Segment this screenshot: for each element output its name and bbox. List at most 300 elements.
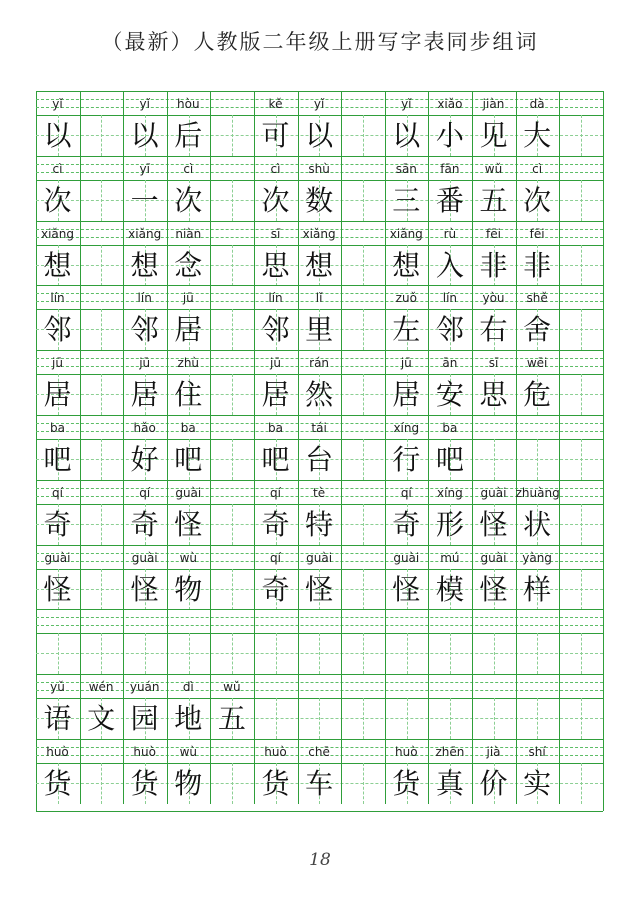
- hanzi-character: 文: [87, 702, 116, 736]
- pinyin-text: tái: [311, 421, 327, 435]
- pinyin-text: [123, 611, 166, 633]
- hanzi-character: [559, 634, 602, 674]
- hanzi-character: 物: [174, 572, 203, 606]
- hanzi-character: 货: [43, 767, 72, 800]
- hanzi-character: [341, 699, 384, 739]
- hanzi-character: 以: [43, 119, 72, 152]
- hanzi-character: [385, 634, 428, 674]
- pinyin-text: lín: [137, 291, 152, 306]
- hanzi-character: [428, 634, 471, 674]
- hanzi-character: 吧: [261, 443, 290, 476]
- pinyin-text: qí: [270, 485, 281, 500]
- pinyin-text: sī: [488, 356, 499, 371]
- hanzi-character: [516, 634, 559, 674]
- hanzi-character: 以: [392, 119, 421, 152]
- hanzi-character: [80, 310, 123, 350]
- pinyin-text: [80, 482, 123, 504]
- hanzi-character: 怪: [479, 572, 508, 606]
- hanzi-character: [559, 181, 602, 221]
- hanzi-character: 次: [523, 183, 552, 217]
- hanzi-character: 价: [479, 767, 508, 800]
- pinyin-text: [210, 417, 253, 439]
- pinyin-text: wén: [88, 680, 114, 695]
- pinyin-text: [80, 547, 123, 569]
- hanzi-character: 特: [305, 507, 334, 541]
- hanzi-character: [341, 310, 384, 350]
- pinyin-text: [341, 741, 384, 763]
- pinyin-text: [341, 158, 384, 180]
- hanzi-character: [210, 246, 253, 286]
- hanzi-character: [559, 764, 602, 804]
- hanzi-character: 物: [174, 767, 203, 800]
- pinyin-text: jū: [139, 356, 151, 371]
- pinyin-text: [341, 352, 384, 374]
- pinyin-text: wǔ: [223, 680, 241, 695]
- pinyin-text: yī: [139, 161, 150, 176]
- hanzi-character: 车: [305, 767, 334, 800]
- pinyin-text: dà: [529, 97, 545, 111]
- hanzi-character: 怪: [130, 572, 159, 606]
- pinyin-text: [559, 611, 602, 633]
- pinyin-text: lín: [442, 291, 458, 306]
- pinyin-text: [341, 611, 384, 633]
- hanzi-character: 居: [174, 313, 203, 347]
- hanzi-character: 邻: [43, 313, 72, 347]
- hanzi-character: 数: [305, 183, 334, 217]
- pinyin-text: [80, 741, 123, 763]
- hanzi-character: [341, 246, 384, 286]
- pinyin-text: guài: [480, 485, 507, 500]
- hanzi-character: [210, 505, 253, 545]
- hanzi-character: [341, 505, 384, 545]
- pinyin-text: fān: [440, 161, 460, 176]
- pinyin-text: [210, 611, 253, 633]
- hanzi-character: 模: [435, 572, 464, 606]
- hanzi-character: [559, 440, 602, 480]
- pinyin-text: cì: [270, 161, 281, 176]
- hanzi-character: 非: [523, 248, 552, 282]
- pinyin-text: guài: [131, 550, 158, 565]
- hanzi-character: [341, 570, 384, 610]
- pinyin-text: lín: [50, 291, 65, 306]
- pinyin-text: sī: [270, 226, 281, 241]
- hanzi-character: [341, 181, 384, 221]
- pinyin-text: xiǎng: [128, 226, 162, 241]
- pinyin-text: [341, 547, 384, 569]
- pinyin-text: tè: [313, 485, 326, 500]
- pinyin-text: yuán: [129, 680, 160, 695]
- pinyin-text: [80, 417, 123, 439]
- pinyin-text: xiǎng: [40, 226, 74, 241]
- pinyin-text: [472, 676, 515, 698]
- hanzi-character: 左: [392, 313, 421, 347]
- pinyin-text: [341, 482, 384, 504]
- pinyin-text: shù: [308, 161, 330, 176]
- pinyin-text: qí: [139, 485, 151, 500]
- hanzi-character: 货: [392, 767, 421, 800]
- hanzi-character: [80, 505, 123, 545]
- page-title: （最新）人教版二年级上册写字表同步组词: [101, 30, 539, 54]
- hanzi-character: 见: [479, 119, 508, 152]
- hanzi-character: [298, 634, 341, 674]
- pinyin-text: [254, 676, 297, 698]
- pinyin-text: zhuàng: [515, 485, 560, 500]
- hanzi-character: [559, 310, 602, 350]
- hanzi-character: [36, 634, 79, 674]
- pinyin-text: fēi: [486, 226, 501, 241]
- hanzi-character: 危: [523, 378, 552, 412]
- pinyin-text: xíng: [437, 485, 463, 500]
- pinyin-text: jū: [270, 356, 281, 371]
- pinyin-text: huò: [264, 745, 287, 759]
- hanzi-character: [210, 440, 253, 480]
- pinyin-text: huò: [395, 745, 418, 759]
- hanzi-character: 小: [435, 119, 464, 152]
- hanzi-character: 想: [305, 248, 334, 282]
- hanzi-character: 想: [130, 248, 159, 282]
- pinyin-text: [516, 676, 559, 698]
- grid-row: [36, 91, 603, 157]
- hanzi-character: [559, 570, 602, 610]
- hanzi-character: [559, 246, 602, 286]
- pinyin-text: xiǎo: [437, 97, 463, 111]
- hanzi-character: 邻: [261, 313, 290, 347]
- pinyin-text: wēi: [526, 356, 548, 371]
- hanzi-character: 园: [130, 702, 159, 736]
- hanzi-character: 次: [261, 183, 290, 217]
- pinyin-text: [559, 417, 602, 439]
- hanzi-character: 怪: [392, 572, 421, 606]
- pinyin-text: [385, 676, 428, 698]
- grid-row: [36, 221, 603, 287]
- grid-row: [36, 609, 603, 675]
- pinyin-text: shí: [528, 745, 546, 759]
- hanzi-character: [210, 375, 253, 415]
- pinyin-text: qí: [400, 485, 412, 500]
- pinyin-text: [559, 547, 602, 569]
- pinyin-text: yàng: [522, 550, 552, 565]
- hanzi-character: [210, 116, 253, 156]
- hanzi-character: 吧: [435, 443, 464, 476]
- grid-right-border: [603, 91, 604, 811]
- hanzi-character: 想: [43, 248, 72, 282]
- pinyin-text: yǔ: [50, 680, 65, 695]
- hanzi-character: 居: [261, 378, 290, 412]
- hanzi-character: 思: [479, 378, 508, 412]
- hanzi-character: [559, 505, 602, 545]
- hanzi-character: 然: [305, 378, 334, 412]
- hanzi-character: [80, 634, 123, 674]
- pinyin-text: [254, 611, 297, 633]
- pinyin-text: [210, 547, 253, 569]
- hanzi-character: [210, 634, 253, 674]
- pinyin-text: jū: [52, 356, 63, 371]
- pinyin-text: ba: [50, 421, 65, 435]
- pinyin-text: jū: [400, 356, 412, 371]
- hanzi-character: [210, 310, 253, 350]
- pinyin-text: [428, 611, 471, 633]
- pinyin-text: [298, 676, 341, 698]
- hanzi-character: [210, 181, 253, 221]
- hanzi-character: [385, 699, 428, 739]
- hanzi-character: 以: [305, 119, 334, 152]
- hanzi-character: [254, 634, 297, 674]
- hanzi-character: [210, 570, 253, 610]
- pinyin-text: qí: [270, 550, 281, 565]
- grid-row: [36, 285, 603, 351]
- pinyin-text: xiǎng: [302, 226, 336, 241]
- pinyin-text: dì: [182, 680, 194, 695]
- hanzi-character: [516, 699, 559, 739]
- pinyin-text: [210, 352, 253, 374]
- pinyin-text: [341, 287, 384, 309]
- grid-row: [36, 156, 603, 222]
- hanzi-character: 台: [305, 443, 334, 476]
- hanzi-character: 奇: [261, 507, 290, 541]
- hanzi-character: 入: [435, 248, 464, 282]
- pinyin-text: chē: [308, 745, 330, 759]
- pinyin-text: [80, 158, 123, 180]
- pinyin-text: yǐ: [313, 97, 325, 111]
- pinyin-text: niàn: [175, 226, 202, 241]
- hanzi-character: 非: [479, 248, 508, 282]
- hanzi-character: 行: [392, 443, 421, 476]
- pinyin-text: ba: [268, 421, 283, 435]
- hanzi-character: [341, 116, 384, 156]
- grid-bottom-border: [36, 811, 603, 812]
- grid-row: [36, 350, 603, 416]
- pinyin-text: ān: [442, 356, 458, 371]
- hanzi-character: 次: [43, 183, 72, 217]
- pinyin-text: guài: [175, 485, 202, 500]
- hanzi-character: 怪: [43, 572, 72, 606]
- pinyin-text: guài: [480, 550, 507, 565]
- pinyin-text: ba: [180, 421, 196, 435]
- pinyin-text: [428, 676, 471, 698]
- pinyin-text: [472, 611, 515, 633]
- hanzi-character: [123, 634, 166, 674]
- pinyin-text: fēi: [529, 226, 545, 241]
- hanzi-character: [559, 116, 602, 156]
- hanzi-character: [516, 440, 559, 480]
- pinyin-text: huò: [133, 745, 156, 759]
- hanzi-character: 邻: [130, 313, 159, 347]
- pinyin-text: xíng: [393, 421, 420, 435]
- hanzi-character: [80, 181, 123, 221]
- pinyin-text: zhēn: [435, 745, 465, 759]
- hanzi-character: 形: [435, 507, 464, 541]
- hanzi-character: 怪: [174, 507, 203, 541]
- hanzi-character: [559, 699, 602, 739]
- hanzi-character: 怪: [305, 572, 334, 606]
- grid-row: [36, 545, 603, 611]
- pinyin-text: [559, 287, 602, 309]
- pinyin-text: [210, 741, 253, 763]
- hanzi-character: 奇: [130, 507, 159, 541]
- pinyin-text: cì: [532, 161, 543, 176]
- hanzi-character: 舍: [523, 313, 552, 347]
- pinyin-text: jū: [182, 291, 194, 306]
- hanzi-character: 五: [479, 183, 508, 217]
- hanzi-character: [80, 116, 123, 156]
- pinyin-text: [210, 223, 253, 245]
- pinyin-text: yǐ: [139, 97, 150, 111]
- pinyin-text: cì: [52, 161, 63, 176]
- hanzi-character: 想: [392, 248, 421, 282]
- hanzi-character: 居: [43, 378, 72, 412]
- pinyin-text: guài: [306, 550, 333, 565]
- pinyin-text: sān: [395, 161, 417, 176]
- hanzi-character: 大: [523, 119, 552, 152]
- hanzi-character: 番: [435, 183, 464, 217]
- hanzi-character: 真: [435, 767, 464, 800]
- grid-row: [36, 415, 603, 481]
- grid-row: [36, 674, 603, 740]
- hanzi-character: [80, 440, 123, 480]
- pinyin-text: [80, 223, 123, 245]
- hanzi-character: 奇: [43, 507, 72, 541]
- hanzi-character: 三: [392, 183, 421, 217]
- pinyin-text: [210, 482, 253, 504]
- hanzi-character: [80, 246, 123, 286]
- hanzi-character: 状: [523, 507, 552, 541]
- hanzi-character: 后: [174, 119, 203, 152]
- pinyin-text: [559, 676, 602, 698]
- pinyin-text: [341, 676, 384, 698]
- hanzi-character: [298, 699, 341, 739]
- page-number: 18: [309, 850, 331, 870]
- pinyin-text: ba: [442, 421, 458, 435]
- pinyin-text: [341, 93, 384, 115]
- hanzi-character: 可: [261, 119, 290, 152]
- pinyin-text: [472, 417, 515, 439]
- pinyin-text: [210, 93, 253, 115]
- pinyin-text: mú: [440, 550, 460, 565]
- hanzi-character: [254, 699, 297, 739]
- pinyin-text: [167, 611, 210, 633]
- pinyin-text: xiǎng: [389, 226, 423, 241]
- hanzi-character: 样: [523, 572, 552, 606]
- hanzi-character: 好: [130, 443, 159, 476]
- hanzi-character: [210, 764, 253, 804]
- pinyin-text: qí: [52, 485, 63, 500]
- hanzi-character: 里: [305, 313, 334, 347]
- hanzi-character: [472, 634, 515, 674]
- hanzi-character: 五: [217, 702, 246, 736]
- pinyin-text: [341, 223, 384, 245]
- pinyin-text: [210, 287, 253, 309]
- writing-grid: [36, 91, 603, 811]
- hanzi-character: 安: [435, 378, 464, 412]
- pinyin-text: [559, 352, 602, 374]
- hanzi-character: [341, 440, 384, 480]
- pinyin-text: wù: [179, 550, 197, 565]
- pinyin-text: zuǒ: [395, 291, 417, 306]
- pinyin-text: [210, 158, 253, 180]
- hanzi-character: 住: [174, 378, 203, 412]
- pinyin-text: zhù: [177, 356, 200, 371]
- hanzi-character: 奇: [392, 507, 421, 541]
- hanzi-character: 居: [392, 378, 421, 412]
- hanzi-character: [341, 634, 384, 674]
- pinyin-text: wù: [179, 745, 197, 759]
- hanzi-character: [80, 375, 123, 415]
- hanzi-character: [472, 440, 515, 480]
- pinyin-text: [36, 611, 79, 633]
- hanzi-character: 一: [130, 183, 159, 217]
- pinyin-text: guài: [44, 550, 71, 565]
- hanzi-character: [341, 375, 384, 415]
- hanzi-character: 邻: [435, 313, 464, 347]
- hanzi-character: 吧: [174, 443, 203, 476]
- pinyin-text: [80, 93, 123, 115]
- grid-row: [36, 480, 603, 546]
- hanzi-character: 吧: [43, 443, 72, 476]
- pinyin-text: rù: [443, 226, 457, 241]
- pinyin-text: [80, 611, 123, 633]
- pinyin-text: [341, 417, 384, 439]
- hanzi-character: [428, 699, 471, 739]
- pinyin-text: yǐ: [52, 97, 63, 111]
- hanzi-character: 次: [174, 183, 203, 217]
- pinyin-text: lǐ: [315, 291, 323, 306]
- hanzi-character: 货: [130, 767, 159, 800]
- hanzi-character: 地: [174, 702, 203, 736]
- pinyin-text: [80, 352, 123, 374]
- hanzi-character: 居: [130, 378, 159, 412]
- pinyin-text: shě: [526, 291, 548, 306]
- pinyin-text: jiàn: [482, 97, 505, 111]
- pinyin-text: [385, 611, 428, 633]
- hanzi-character: [80, 570, 123, 610]
- hanzi-character: [341, 764, 384, 804]
- hanzi-character: 实: [523, 767, 552, 800]
- hanzi-character: [80, 764, 123, 804]
- hanzi-character: 奇: [261, 572, 290, 606]
- hanzi-character: 货: [261, 767, 290, 800]
- hanzi-character: 右: [479, 313, 508, 347]
- grid-row: [36, 739, 603, 805]
- pinyin-text: wǔ: [484, 161, 503, 176]
- hanzi-character: 怪: [479, 507, 508, 541]
- pinyin-text: [559, 93, 602, 115]
- pinyin-text: [516, 611, 559, 633]
- pinyin-text: lín: [268, 291, 283, 306]
- hanzi-character: 思: [261, 248, 290, 282]
- pinyin-text: rán: [309, 356, 330, 371]
- hanzi-character: [167, 634, 210, 674]
- pinyin-text: jià: [486, 745, 501, 759]
- hanzi-character: 念: [174, 248, 203, 282]
- pinyin-text: [80, 287, 123, 309]
- pinyin-text: [298, 611, 341, 633]
- pinyin-text: [559, 158, 602, 180]
- pinyin-text: yòu: [482, 291, 505, 306]
- pinyin-text: [559, 741, 602, 763]
- pinyin-text: [559, 223, 602, 245]
- pinyin-text: [559, 482, 602, 504]
- pinyin-text: guài: [393, 550, 420, 565]
- pinyin-text: hòu: [177, 97, 200, 111]
- hanzi-character: [559, 375, 602, 415]
- pinyin-text: hǎo: [133, 421, 156, 435]
- pinyin-text: yǐ: [401, 97, 412, 111]
- pinyin-text: [516, 417, 559, 439]
- pinyin-text: kě: [268, 97, 283, 111]
- hanzi-character: [472, 699, 515, 739]
- pinyin-text: huò: [46, 745, 69, 759]
- pinyin-text: cì: [183, 161, 194, 176]
